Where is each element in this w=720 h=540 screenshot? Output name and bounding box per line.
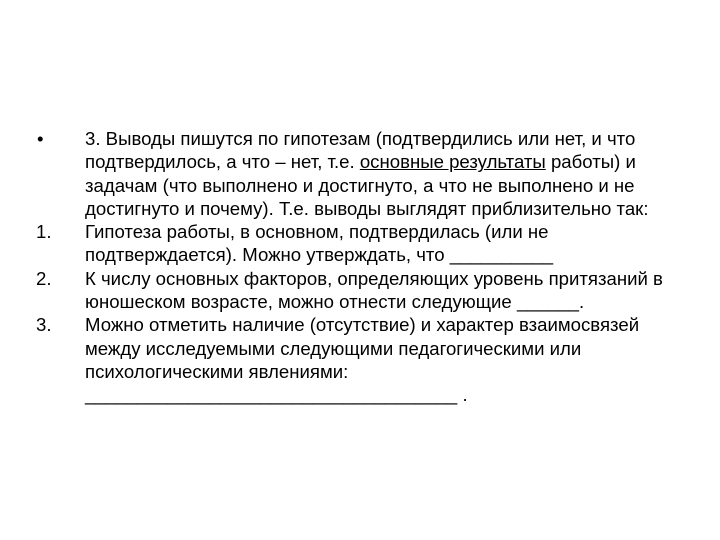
bullet-text-end: работы) и задачам (что выполнено и достигнуто, а что не выполнено и не достигнуто и почему). Т.е. выводы выглядят приблизительно так: — [85, 151, 649, 219]
list-number: 1. — [36, 221, 52, 243]
list-item-text: К числу основных факторов, определяющих уровень притязаний в юношеском возрасте, можно отнести следующие ______. — [85, 267, 663, 313]
bullet-item — [36, 127, 686, 220]
numbered-item-1 — [36, 220, 686, 267]
list-number: 2. — [36, 267, 52, 289]
list-item-text: Можно отметить наличие (отсутствие) и характер взаимосвязей между исследуемыми следующими педагогическими или психологическими явлениями: ____________________________________ . — [85, 314, 640, 406]
slide-body — [36, 127, 686, 407]
numbered-item-3 — [36, 313, 686, 406]
underlined-phrase: основные результаты — [359, 151, 546, 173]
list-number: 3. — [36, 314, 52, 336]
list-item-text: Гипотеза работы, в основном, подтвердилась (или не подтверждается). Можно утверждать, что __________ — [85, 221, 554, 266]
numbered-item-2 — [36, 267, 686, 314]
bullet-text-start: 3. Выводы пишутся по гипотезам (подтвердились или нет, и что подтвердилось, а что – нет, т.е. — [85, 128, 636, 173]
bullet-marker: • — [37, 128, 44, 149]
